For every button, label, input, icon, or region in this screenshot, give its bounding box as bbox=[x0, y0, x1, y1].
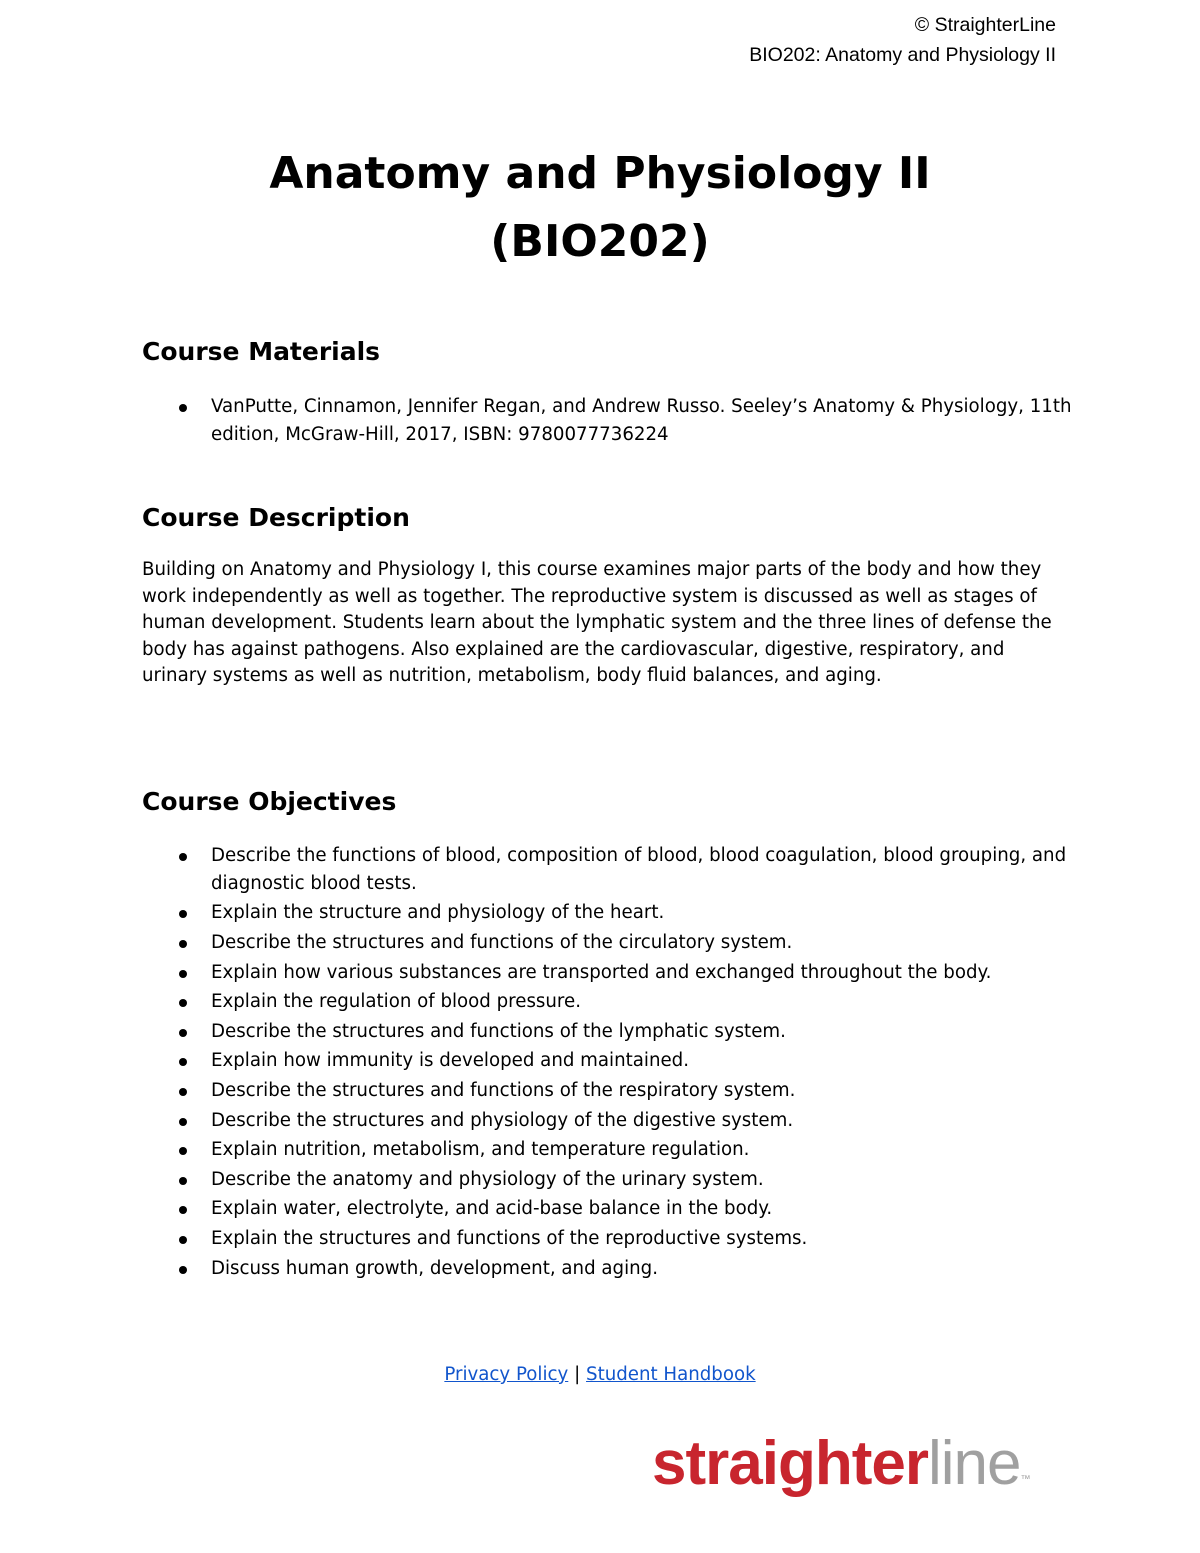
list-item-text: Explain the structure and physiology of the heart. bbox=[211, 902, 665, 924]
privacy-policy-link[interactable]: Privacy Policy bbox=[444, 1364, 569, 1385]
document-title bbox=[0, 140, 1200, 276]
bullet-icon bbox=[179, 1266, 187, 1274]
materials-heading: Course Materials bbox=[142, 337, 381, 366]
bullet-icon bbox=[179, 1029, 187, 1037]
bullet-icon bbox=[179, 1088, 187, 1096]
bullet-icon bbox=[179, 853, 187, 861]
materials-list bbox=[142, 393, 1072, 450]
title-line-2: (BIO202) bbox=[490, 216, 710, 267]
list-item bbox=[142, 1107, 1072, 1135]
bullet-icon bbox=[179, 1147, 187, 1155]
objectives-heading: Course Objectives bbox=[142, 787, 397, 816]
description-text: Building on Anatomy and Physiology I, this course examines major parts of the body and how they work independently as well as together. The reproductive system is discussed as well as stages of human development. Students learn about the lymphatic system and the three lines of defense the body has against pathogens. Also explained are the cardiovascular, digestive, respiratory, and urinary systems as well as nutrition, metabolism, body fluid balances, and aging. bbox=[142, 559, 1052, 687]
list-item-text: Describe the structures and functions of the lymphatic system. bbox=[211, 1020, 786, 1042]
list-item-text: Explain how immunity is developed and maintained. bbox=[211, 1050, 689, 1072]
list-item-text: Describe the functions of blood, composition of blood, blood coagulation, blood grouping, and diagnostic blood tests. bbox=[211, 845, 1067, 894]
course-code-header: BIO202: Anatomy and Physiology II bbox=[749, 44, 1056, 66]
list-item bbox=[142, 1195, 1072, 1223]
list-item bbox=[142, 393, 1072, 449]
list-item bbox=[142, 929, 1072, 957]
page-header bbox=[749, 10, 1056, 70]
logo-line: line bbox=[927, 1432, 1021, 1498]
bullet-icon bbox=[179, 970, 187, 978]
list-item bbox=[142, 1255, 1072, 1283]
list-item bbox=[142, 842, 1072, 898]
list-item-text: Explain the structures and functions of the reproductive systems. bbox=[211, 1227, 808, 1249]
list-item-text: Describe the structures and functions of the circulatory system. bbox=[211, 931, 793, 953]
bullet-icon bbox=[179, 1118, 187, 1126]
list-item bbox=[142, 899, 1072, 927]
bullet-icon bbox=[179, 1206, 187, 1214]
bullet-icon bbox=[179, 999, 187, 1007]
list-item bbox=[142, 1018, 1072, 1046]
bullet-icon bbox=[179, 1177, 187, 1185]
list-item bbox=[142, 1225, 1072, 1253]
list-item bbox=[142, 1136, 1072, 1164]
logo-trademark: ™ bbox=[1020, 1474, 1030, 1485]
list-item bbox=[142, 988, 1072, 1016]
description-heading: Course Description bbox=[142, 503, 410, 532]
list-item bbox=[142, 1077, 1072, 1105]
list-item-text: Describe the anatomy and physiology of the urinary system. bbox=[211, 1168, 764, 1190]
logo-wordmark bbox=[652, 1432, 1029, 1498]
bullet-icon bbox=[179, 1058, 187, 1066]
bullet-icon bbox=[179, 940, 187, 948]
list-item-text: VanPutte, Cinnamon, Jennifer Regan, and Andrew Russo. Seeley’s Anatomy & Physiology, 11th edition, McGraw-Hill, 2017, ISBN: 9780077736224 bbox=[211, 396, 1072, 445]
logo-straighter: straighter bbox=[652, 1432, 928, 1498]
list-item-text: Explain how various substances are transported and exchanged throughout the body. bbox=[211, 961, 992, 983]
list-item bbox=[142, 959, 1072, 987]
list-item-text: Describe the structures and functions of the respiratory system. bbox=[211, 1079, 796, 1101]
bullet-icon bbox=[179, 404, 187, 412]
list-item-text: Discuss human growth, development, and aging. bbox=[211, 1257, 658, 1279]
title-line-1: Anatomy and Physiology II bbox=[269, 148, 931, 199]
bullet-icon bbox=[179, 910, 187, 918]
bullet-icon bbox=[179, 1236, 187, 1244]
footer-links bbox=[0, 1361, 1200, 1389]
footer-separator: | bbox=[574, 1364, 581, 1385]
list-item bbox=[142, 1166, 1072, 1194]
list-item-text: Explain the regulation of blood pressure. bbox=[211, 991, 581, 1013]
list-item-text: Explain water, electrolyte, and acid-base balance in the body. bbox=[211, 1198, 773, 1220]
objectives-list bbox=[142, 842, 1072, 1284]
student-handbook-link[interactable]: Student Handbook bbox=[586, 1364, 756, 1385]
straighterline-logo bbox=[652, 1432, 1052, 1502]
copyright-text: © StraighterLine bbox=[914, 14, 1056, 36]
list-item-text: Explain nutrition, metabolism, and temperature regulation. bbox=[211, 1139, 750, 1161]
list-item-text: Describe the structures and physiology of the digestive system. bbox=[211, 1109, 794, 1131]
list-item bbox=[142, 1047, 1072, 1075]
